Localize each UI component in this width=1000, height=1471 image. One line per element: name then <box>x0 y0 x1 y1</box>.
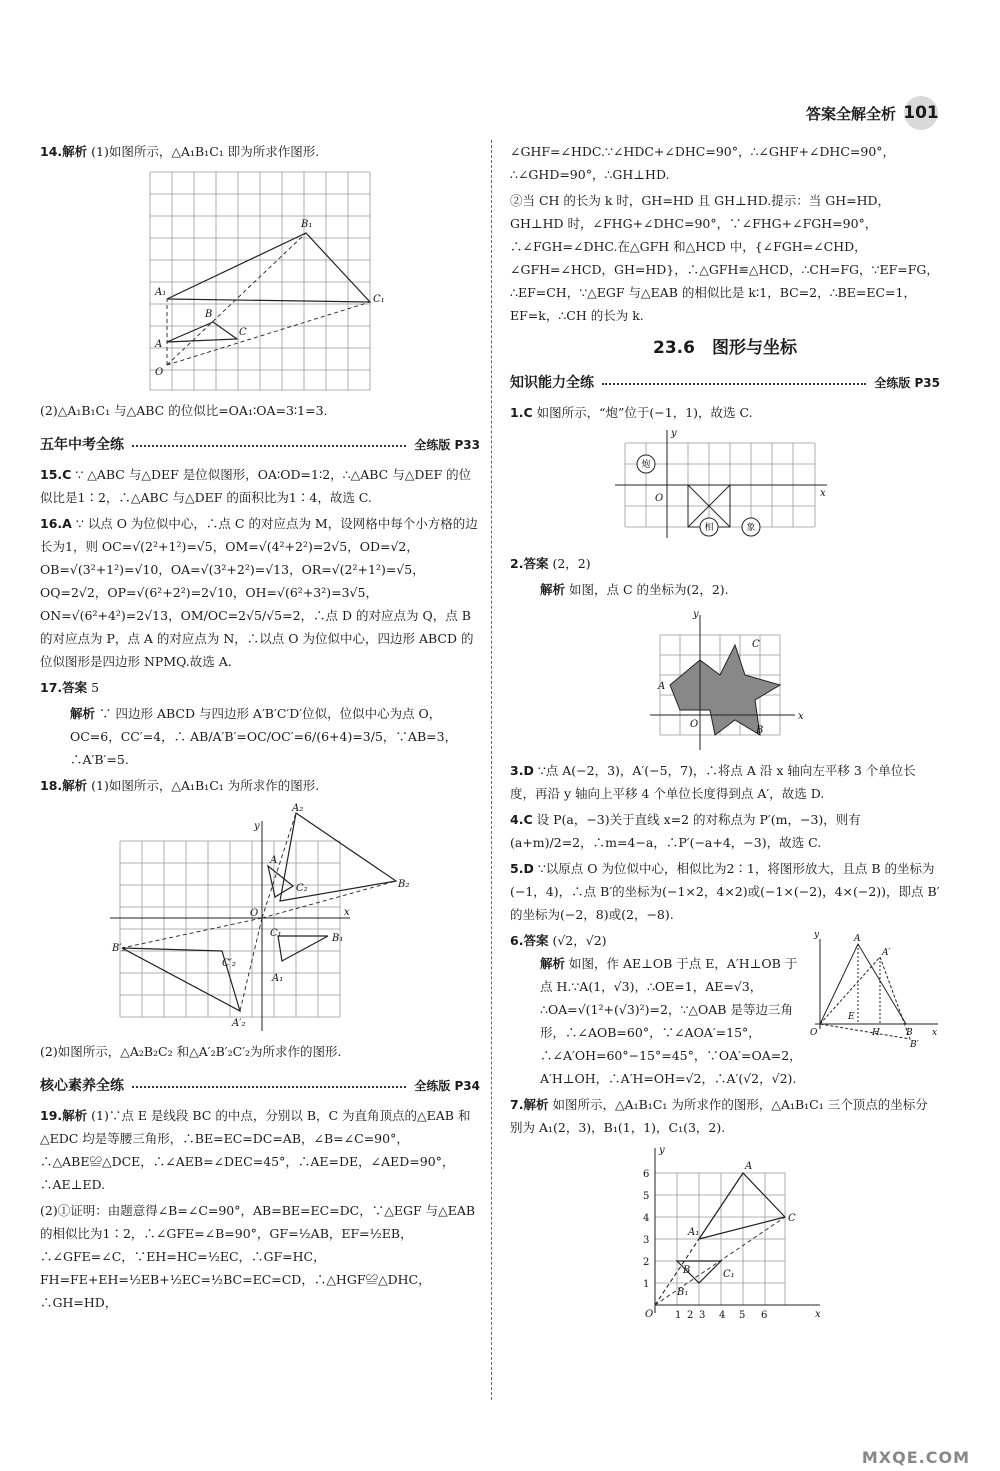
svg-text:O: O <box>155 367 164 378</box>
svg-text:4: 4 <box>719 1310 726 1321</box>
fig-q7-grid <box>625 1143 825 1323</box>
q6: 6.答案 (√2，√2) 解析 如图，作 AE⊥OB 于点 E，A′H⊥OB 于点 H.∵A(1，√3)，∴OE=1，AE=√3，∴OA=√(1²+(√3)²)=2，∵△OAB 是等边三角形，∴∠AOB=60°，∵∠AOA′=15°，∴∠A′OH=60°−15°=45°，∵OA′=OA=2，A′H⊥OH，∴A′H=OH=√2，∴A′(√2，√2). A A′ E H B B′ O y x <box>510 929 940 1090</box>
section-five-year: 五年中考全练 全练版 P33 <box>40 437 480 453</box>
q18-part2: (2)如图所示，△A₂B₂C₂ 和△A′₂B′₂C′₂为所求作的图形. <box>40 1044 342 1059</box>
svg-text:H: H <box>872 1028 880 1038</box>
svg-text:C₁: C₁ <box>373 294 385 305</box>
svg-text:3: 3 <box>699 1310 706 1321</box>
svg-text:x: x <box>932 1028 938 1038</box>
svg-text:A: A <box>270 855 278 866</box>
svg-text:B₁: B₁ <box>301 219 313 230</box>
svg-text:x: x <box>820 488 826 499</box>
fig-q14-grid <box>145 167 385 395</box>
svg-text:E: E <box>848 1012 855 1022</box>
svg-text:相: 相 <box>704 523 714 533</box>
svg-text:象: 象 <box>746 523 756 533</box>
section-core: 核心素养全练 全练版 P34 <box>40 1078 480 1094</box>
svg-text:B′₂: B′₂ <box>112 943 126 954</box>
chapter-title: 23.6 图形与坐标 <box>653 338 797 358</box>
svg-text:y: y <box>659 1145 665 1156</box>
q19-continued: ∠GHF=∠HDC.∵∠HDC+∠DHC=90°，∴∠GHF+∠DHC=90°，∴∠GHD=90°，∴GH⊥HD. <box>510 144 896 182</box>
svg-text:1: 1 <box>675 1310 682 1321</box>
svg-text:O: O <box>810 1028 818 1038</box>
svg-text:炮: 炮 <box>641 460 651 470</box>
svg-text:C₁: C₁ <box>723 1269 735 1280</box>
fig-q18-grid <box>110 801 410 1036</box>
svg-text:O: O <box>250 908 259 919</box>
q14: 14.解析 (1)如图所示，△A₁B₁C₁ 即为所求作图形. <box>40 144 320 159</box>
svg-text:A₁: A₁ <box>688 1227 700 1238</box>
q7: 7.解析 如图所示，△A₁B₁C₁ 为所求作的图形，△A₁B₁C₁ 三个顶点的坐标分别为 A₁(2，3)，B₁(1，1)，C₁(3，2). <box>510 1097 928 1135</box>
fig-q1-chessboard <box>615 428 835 548</box>
svg-text:A: A <box>658 681 666 692</box>
svg-text:C₁: C₁ <box>270 928 282 939</box>
svg-text:x: x <box>344 907 350 918</box>
q15: 15.C ∵ △ABC 与△DEF 是位似图形，OA∶OD=1∶2，∴△ABC 与△DEF 的位似比是1∶2，∴△ABC 与△DEF 的面积比为1∶4，故选 C. <box>40 467 472 505</box>
section-knowledge: 知识能力全练 全练版 P35 <box>510 375 940 391</box>
q19: 19.解析 (1)∵点 E 是线段 BC 的中点，分别以 B，C 为直角顶点的△EAB 和△EDC 均是等腰三角形，∴BE=EC=DC=AB，∠B=∠C=90°，∴△ABE≌△DCE，∴∠AEB=∠DEC=45°，∴AE=DE，∠AED=90°，∴AE⊥ED. <box>40 1108 471 1192</box>
q4: 4.C 设 P(a，−3)关于直线 x=2 的对称点为 P′(m，−3)，则有(a+m)/2=2，∴m=4−a，∴P′(−a+4，−3)，故选 C. <box>510 812 861 850</box>
svg-text:C: C <box>239 327 247 338</box>
svg-text:2: 2 <box>643 1257 650 1268</box>
svg-text:C: C <box>788 1213 796 1224</box>
svg-text:B₂: B₂ <box>398 879 410 890</box>
svg-text:3: 3 <box>643 1235 650 1246</box>
q19-part2-2: ②当 CH 的长为 k 时，GH=HD 且 GH⊥HD.提示：当 GH=HD，GH⊥HD 时，∠FHG+∠DHC=90°，∵∠FHG+∠FGH=90°，∴∠FGH=∠DHC.在△GFH 和△HCD 中，{∠FGH=∠CHD，∠GFH=∠HCD，GH=HD}，∴△GFH≌△HCD，∴CH=FG，∵EF=FG，∴EF=CH，∵△EGF 与△EAB 的相似比是 k∶1，BC=2，∴BE=EC=1，EF=k，∴CH 的长为 k. <box>510 193 939 323</box>
watermark: MXQE.COM <box>861 1448 970 1467</box>
svg-text:y: y <box>254 821 260 832</box>
svg-text:B: B <box>205 309 213 320</box>
page-header <box>806 96 938 130</box>
q2: 2.答案 (2，2) <box>510 556 591 571</box>
svg-text:O: O <box>645 1309 654 1320</box>
svg-text:A₁: A₁ <box>272 973 284 984</box>
svg-text:2: 2 <box>687 1310 694 1321</box>
left-column <box>40 140 480 1317</box>
svg-text:B′: B′ <box>910 1040 919 1050</box>
q14-part2: (2)△A₁B₁C₁ 与△ABC 的位似比=OA₁∶OA=3∶1=3. <box>40 403 328 418</box>
svg-text:A′: A′ <box>882 948 891 958</box>
q17: 17.答案 5 <box>40 680 100 695</box>
svg-text:x: x <box>815 1309 821 1320</box>
q2-explain: 解析 如图，点 C 的坐标为(2，2). <box>540 582 729 597</box>
svg-text:C₂: C₂ <box>296 883 308 894</box>
svg-text:B: B <box>683 1265 691 1276</box>
svg-text:5: 5 <box>643 1191 650 1202</box>
svg-text:B: B <box>906 1028 913 1038</box>
svg-text:A₂: A₂ <box>292 803 304 814</box>
svg-text:6: 6 <box>761 1310 768 1321</box>
svg-text:B₁: B₁ <box>677 1287 689 1298</box>
svg-text:1: 1 <box>643 1279 650 1290</box>
svg-text:6: 6 <box>643 1169 650 1180</box>
svg-text:A: A <box>155 339 163 350</box>
svg-text:A: A <box>854 934 861 944</box>
q16: 16.A ∵ 以点 O 为位似中心，∴点 C 的对应点为 M，设网格中每个小方格的边长为1，则 OC=√(2²+1²)=√5，OM=√(4²+2²)=2√5，OD=√2，OB=√(3²+1²)=√10，OA=√(3²+2²)=√13，OR=√(2²+1²)=√5，OQ=2√2，OP=√(6²+2²)=2√10，OH=√(6²+3²)=3√5，ON=√(6²+4²)=2√13，OM/OC=2√5/√5=2，∴点 D 的对应点为 Q，点 B 的对应点为 P，点 A 的对应点为 N，∴以点 O 为位似中心，四边形 ABCD 的位似图形是四边形 NPMQ.故选 A. <box>40 516 478 669</box>
svg-text:4: 4 <box>643 1213 650 1224</box>
svg-text:x: x <box>798 711 804 722</box>
svg-text:y: y <box>814 930 820 940</box>
q19-part2: (2)①证明：由题意得∠B=∠C=90°，AB=BE=EC=DC，∵△EGF 与△EAB 的相似比为1∶2，∴∠GFE=∠B=90°，GF=½AB，EF=½EB，∴∠GFE=∠C，∵EH=HC=½EC，∴GF=HC，FH=FE+EH=½EB+½EC=½BC=EC=CD，∴△HGF≌△DHC，∴GH=HD， <box>40 1203 476 1310</box>
header-title: 答案全解全析 <box>805 104 896 123</box>
svg-text:y: y <box>671 428 677 439</box>
svg-text:y: y <box>693 609 699 620</box>
fig-q6-triangle <box>810 929 940 1059</box>
q5: 5.D ∵以原点 O 为位似中心，相似比为2∶1，将图形放大，且点 B 的坐标为(−1，4)，∴点 B′的坐标为(−1×2，4×2)或(−1×(−2)，4×(−2))，即点 B′的坐标为(−2，8)或(2，−8). <box>510 861 940 922</box>
page-number: 101 <box>904 96 938 130</box>
right-column <box>510 140 940 1327</box>
svg-text:B₁: B₁ <box>332 933 344 944</box>
q3: 3.D ∵点 A(−2，3)，A′(−5，7)，∴将点 A 沿 x 轴向左平移 3 个单位长度，再沿 y 轴向上平移 4 个单位长度得到点 A′，故选 D. <box>510 763 916 801</box>
svg-text:5: 5 <box>739 1310 746 1321</box>
fig-q2-star <box>640 605 810 755</box>
svg-text:C: C <box>752 639 760 650</box>
svg-text:B: B <box>756 725 764 736</box>
column-divider <box>491 140 492 1400</box>
svg-text:A₁: A₁ <box>155 287 167 298</box>
svg-text:O: O <box>655 493 664 504</box>
q17-explain: 解析 ∵ 四边形 ABCD 与四边形 A′B′C′D′位似，位似中心为点 O，OC=6，CC′=4，∴ AB/A′B′=OC/OC′=6/(6+4)=3/5，∵AB=3，∴A′B′=5. <box>70 706 458 767</box>
svg-text:C′₂: C′₂ <box>222 958 236 969</box>
svg-text:A′₂: A′₂ <box>232 1018 246 1029</box>
q1: 1.C 如图所示，“炮”位于(−1，1)，故选 C. <box>510 405 753 420</box>
svg-text:O: O <box>690 719 699 730</box>
svg-text:A: A <box>745 1161 753 1172</box>
q18: 18.解析 (1)如图所示，△A₁B₁C₁ 为所求作的图形. <box>40 778 320 793</box>
